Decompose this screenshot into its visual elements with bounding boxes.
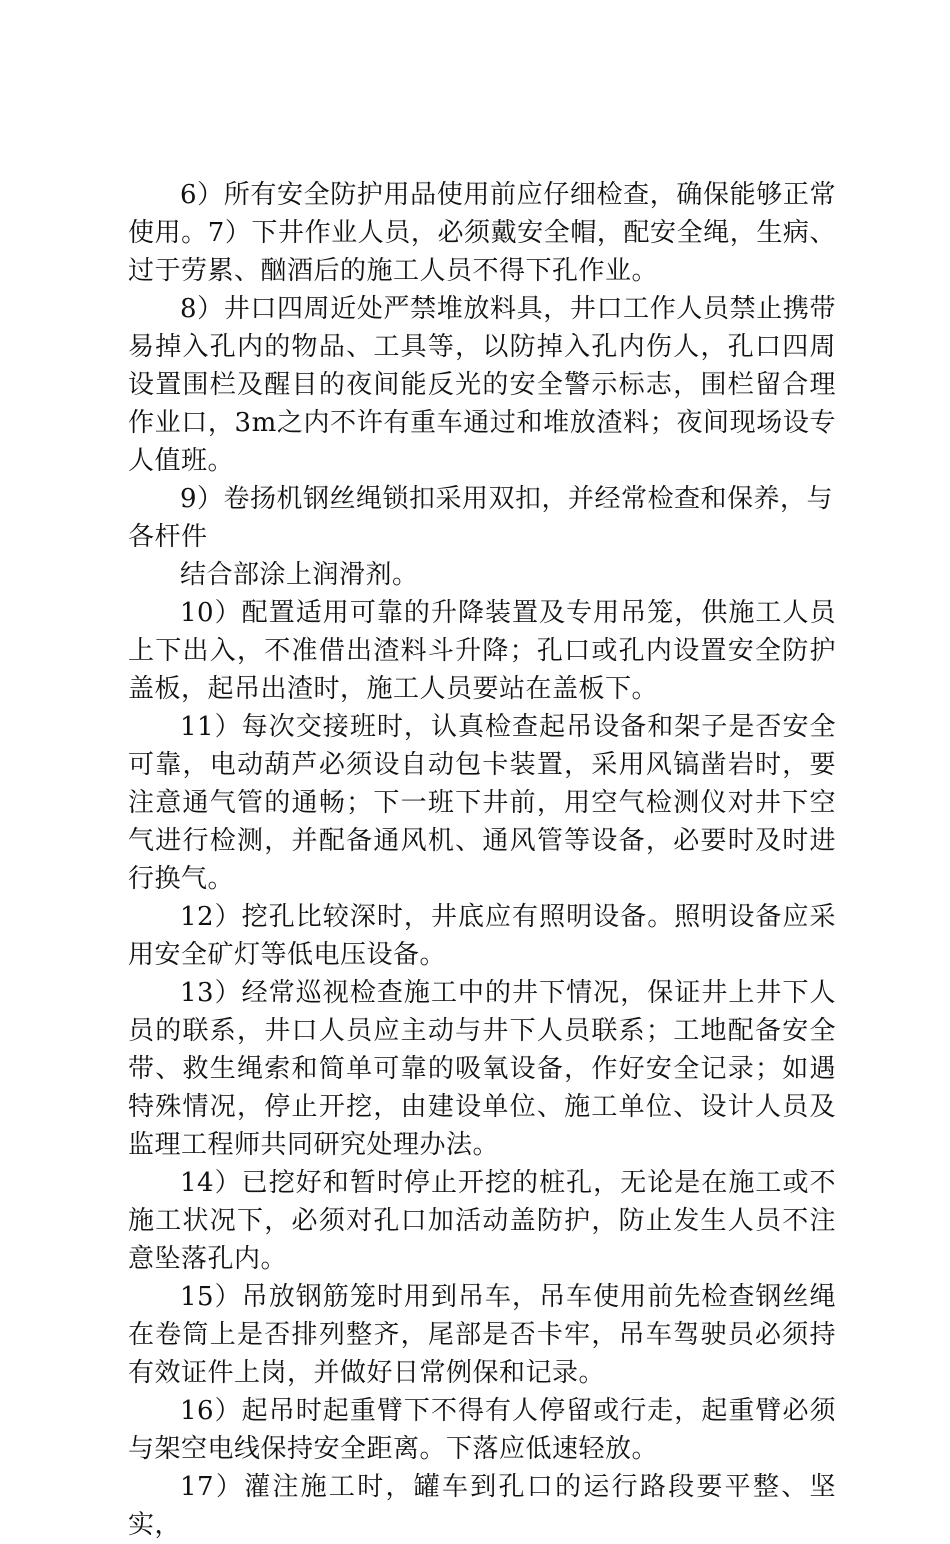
paragraph-12: 12）挖孔比较深时，井底应有照明设备。照明设备应采用安全矿灯等低电压设备。 — [128, 902, 836, 970]
paragraph-15: 15）吊放钢筋笼时用到吊车，吊车使用前先检查钢丝绳在卷筒上是否排列整齐，尾部是否卡牢，吊车驾驶员必须持有效证件上岗，并做好日常例保和记录。 — [128, 1282, 836, 1388]
paragraph-17: 17）灌注施工时，罐车到孔口的运行路段要平整、坚实， — [128, 1472, 836, 1540]
paragraph-10: 10）配置适用可靠的升降装置及专用吊笼，供施工人员上下出入，不准借出渣料斗升降；孔口或孔内设置安全防护盖板，起吊出渣时，施工人员要站在盖板下。 — [128, 598, 836, 704]
paragraph-9-continued: 结合部涂上润滑剂。 — [180, 560, 419, 590]
paragraph-14: 14）已挖好和暂时停止开挖的桩孔，无论是在施工或不施工状况下，必须对孔口加活动盖防护，防止发生人员不注意坠落孔内。 — [128, 1168, 836, 1274]
paragraph-16: 16）起吊时起重臂下不得有人停留或行走，起重臂必须与架空电线保持安全距离。下落应低速轻放。 — [128, 1396, 836, 1464]
paragraph-9: 9）卷扬机钢丝绳锁扣采用双扣，并经常检查和保养，与各杆件 — [128, 484, 834, 552]
document-body — [128, 176, 836, 1544]
paragraph-11: 11）每次交接班时，认真检查起吊设备和架子是否安全可靠，电动葫芦必须设自动包卡装置，采用风镐凿岩时，要注意通气管的通畅；下一班下井前，用空气检测仪对井下空气进行检测，并配备通风机、通风管等设备，必要时及时进行换气。 — [128, 712, 836, 894]
paragraph-8: 8）井口四周近处严禁堆放料具，井口工作人员禁止携带易掉入孔内的物品、工具等，以防掉入孔内伤人，孔口四周设置围栏及醒目的夜间能反光的安全警示标志，围栏留合理作业口，3m之内不许有重车通过和堆放渣料；夜间现场设专人值班。 — [128, 294, 836, 476]
paragraph-13: 13）经常巡视检查施工中的井下情况，保证井上井下人员的联系，井口人员应主动与井下人员联系；工地配备安全带、救生绳索和简单可靠的吸氧设备，作好安全记录；如遇特殊情况，停止开挖，由建设单位、施工单位、设计人员及监理工程师共同研究处理办法。 — [128, 978, 836, 1160]
paragraph-6-7: 6）所有安全防护用品使用前应仔细检查，确保能够正常使用。7）下井作业人员，必须戴安全帽，配安全绳，生病、过于劳累、酗酒后的施工人员不得下孔作业。 — [128, 180, 836, 286]
